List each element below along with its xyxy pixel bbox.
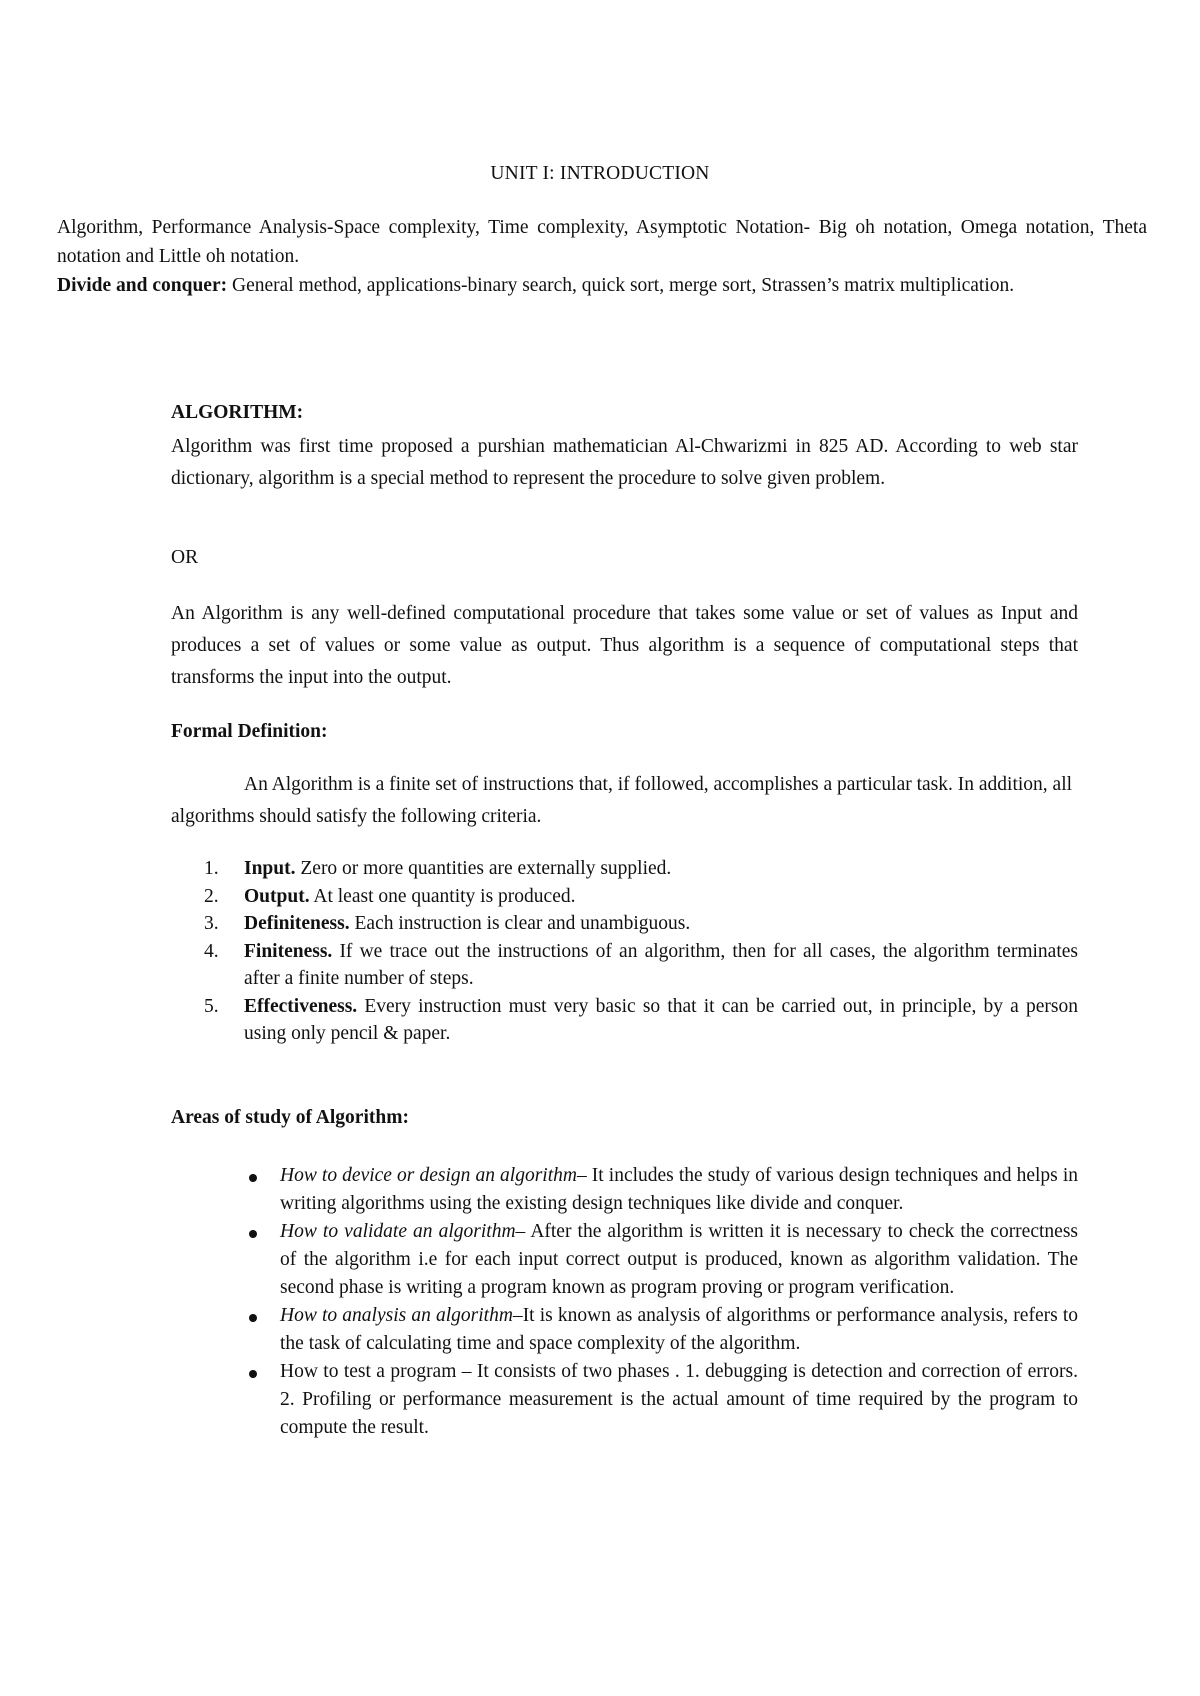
area-text: How to test a program – It consists of two phases . 1. debugging is detection and correction of errors. 2. Profiling or performance measurement is the actual amount of time required by the program to compute the result. — [280, 1361, 1078, 1438]
criteria-list — [171, 855, 1078, 1048]
bullet-icon — [249, 1370, 257, 1378]
list-number: 1. — [204, 858, 219, 879]
or-separator: OR — [171, 547, 199, 568]
criterion-text: At least one quantity is produced. — [309, 885, 576, 907]
list-item — [171, 855, 1078, 883]
algorithm-paragraph-1: Algorithm was first time proposed a purshian mathematician Al-Chwarizmi in 825 AD. According to web star dictionary, algorithm is a special method to represent the procedure to solve given problem. — [171, 436, 1078, 489]
bullet-icon — [249, 1314, 257, 1322]
criterion-text: If we trace out the instructions of an algorithm, then for all cases, the algorithm terminates after a finite number of steps. — [244, 940, 1078, 989]
divide-conquer-label: Divide and conquer: — [57, 275, 228, 296]
areas-list — [171, 1162, 1078, 1442]
syllabus-block — [57, 213, 1147, 300]
area-lead: How to device or design an algorithm– — [280, 1165, 587, 1186]
algorithm-paragraph-2: An Algorithm is any well-defined computational procedure that takes some value or set of values as Input and produces a set of values or some value as output. Thus algorithm is a sequence of computational steps that transforms the input into the output. — [171, 603, 1078, 688]
unit-title: UNIT I: INTRODUCTION — [490, 163, 710, 184]
bullet-icon — [249, 1230, 257, 1238]
list-item — [171, 993, 1078, 1048]
formal-definition-paragraph: An Algorithm is a finite set of instructions that, if followed, accomplishes a particular task. In addition, all algorithms should satisfy the following criteria. — [171, 774, 1073, 827]
bullet-icon — [249, 1174, 257, 1182]
list-number: 3. — [204, 913, 219, 934]
criterion-text: Each instruction is clear and unambiguous. — [349, 913, 691, 934]
algorithm-heading: ALGORITHM: — [171, 402, 304, 423]
list-number: 5. — [204, 995, 219, 1017]
area-lead: How to validate an algorithm– — [280, 1221, 526, 1242]
list-item — [171, 910, 1078, 938]
area-text: After the algorithm is written it is necessary to check the correctness of the algorithm i.e for each input correct output is produced, known as algorithm validation. The second phase is writing a program known as program proving or program verification. — [280, 1221, 1078, 1298]
areas-heading: Areas of study of Algorithm: — [171, 1107, 409, 1128]
list-item — [171, 883, 1078, 911]
criterion-term: Output. — [244, 885, 310, 907]
criterion-term: Effectiveness. — [244, 995, 358, 1017]
divide-conquer-text: General method, applications-binary search, quick sort, merge sort, Strassen’s matrix multiplication. — [227, 275, 1015, 296]
criterion-term: Finiteness. — [244, 940, 333, 962]
list-number: 2. — [204, 885, 219, 907]
list-item — [171, 1218, 1078, 1302]
list-number: 4. — [204, 940, 219, 962]
area-text: It includes the study of various design techniques and helps in writing algorithms using the existing design techniques like divide and conquer. — [280, 1165, 1078, 1214]
formal-definition-heading: Formal Definition: — [171, 721, 328, 742]
area-lead: How to analysis an algorithm– — [280, 1305, 523, 1326]
list-item — [171, 1162, 1078, 1218]
list-item — [171, 1358, 1078, 1442]
criterion-term: Input. — [244, 858, 296, 879]
list-item — [171, 938, 1078, 993]
list-item — [171, 1302, 1078, 1358]
syllabus-line: Algorithm, Performance Analysis-Space complexity, Time complexity, Asymptotic Notation- Big oh notation, Omega notation, Theta notation and Little oh notation. — [57, 217, 1147, 267]
criterion-term: Definiteness. — [244, 913, 350, 934]
area-text: It is known as analysis of algorithms or performance analysis, refers to the task of calculating time and space complexity of the algorithm. — [280, 1305, 1078, 1354]
criterion-text: Every instruction must very basic so that it can be carried out, in principle, by a person using only pencil & paper. — [244, 995, 1078, 1044]
criterion-text: Zero or more quantities are externally supplied. — [295, 858, 672, 879]
